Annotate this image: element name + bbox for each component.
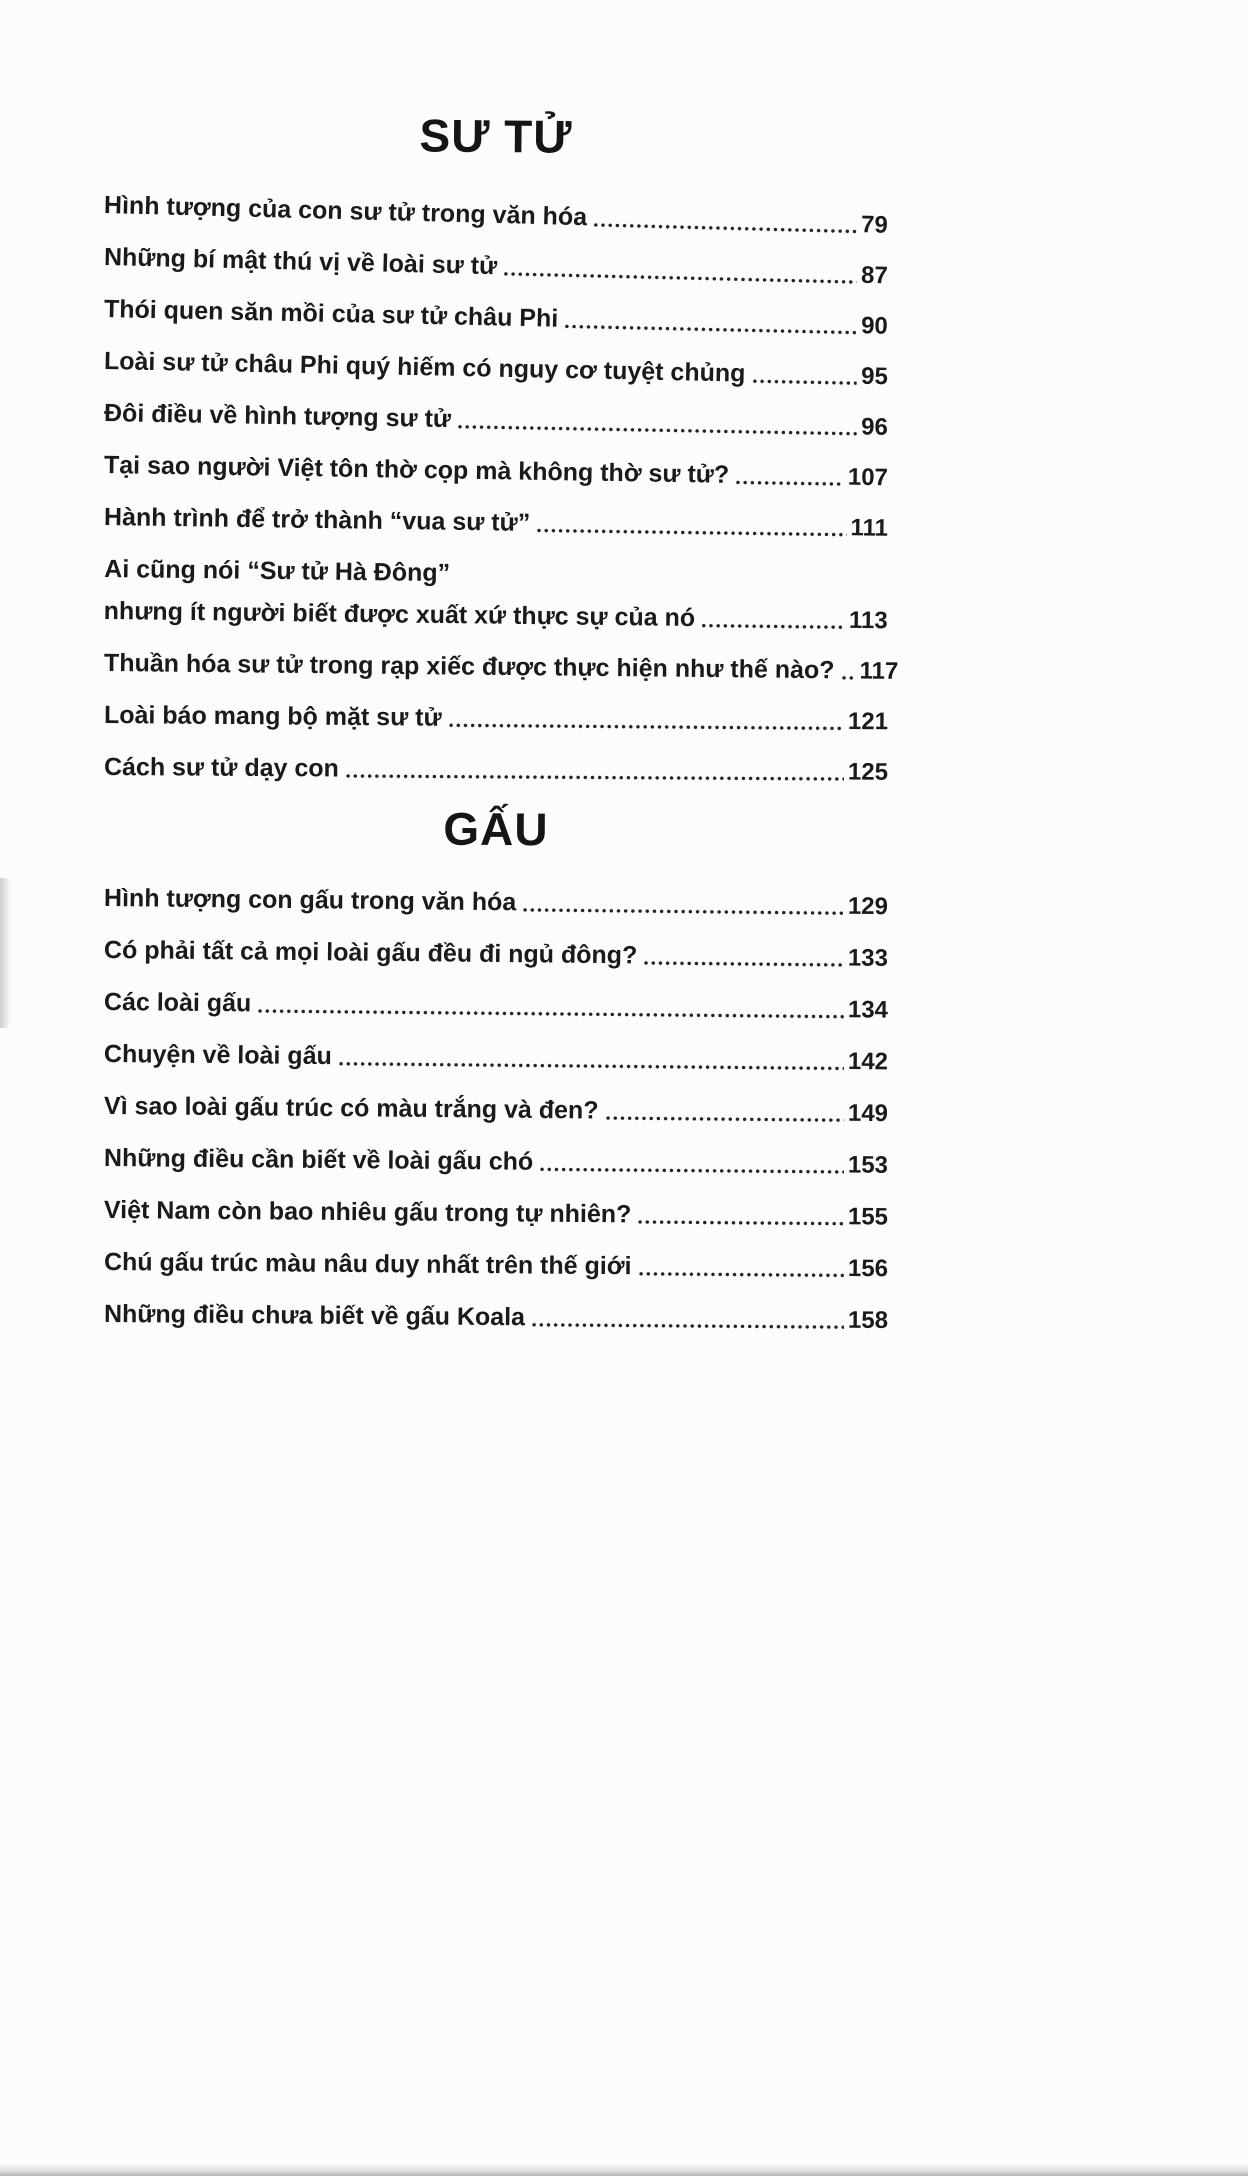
toc-entry [104,241,889,292]
entry-row [104,934,888,975]
entry-page-number: 125 [847,758,889,786]
dotted-leader [532,1322,844,1329]
entry-page-number: 129 [847,892,889,920]
entry-title: Các loài gấu [103,987,252,1018]
entry-page-number: 149 [847,1099,889,1127]
entry-title: Hình tượng con gấu trong văn hóa [103,883,517,917]
entry-title: Chuyện về loài gấu [103,1039,332,1070]
entry-title: nhưng ít người biết được xuất xứ thực sự của nó [103,596,696,632]
toc-entry [104,501,888,545]
toc-entry [104,699,888,738]
toc-section [103,109,899,786]
dotted-leader [258,1008,844,1019]
scan-shadow-bottom [0,2163,1248,2176]
entry-page-number: 96 [860,413,889,441]
entry-page-number: 134 [847,996,889,1024]
entry-title: Những bí mật thú vị về loài sư tử [103,242,498,281]
entry-page-number: 95 [860,362,889,391]
toc-section [103,802,889,1334]
toc-entry [104,553,889,637]
entry-page-number: 121 [847,707,889,736]
entry-title: Loài sư tử châu Phi quý hiếm có nguy cơ tuyệt chủng [103,346,746,388]
dotted-leader [644,960,844,967]
entry-row [104,1142,888,1182]
entry-row [104,1246,888,1285]
entry-row [104,751,888,789]
toc-entry [104,1090,888,1130]
toc-entry [104,397,888,444]
entry-row [104,345,888,393]
dotted-leader [736,480,844,487]
dotted-leader [702,623,845,630]
entry-page-number: 153 [847,1151,889,1179]
entry-row [104,882,888,923]
entry-title: Thói quen săn mồi của sư tử châu Phi [103,294,559,333]
toc-entry [104,986,888,1027]
toc-entry [104,751,888,789]
entry-title: Vì sao loài gấu trúc có màu trắng và đen? [103,1091,599,1125]
toc-entry [104,345,888,393]
entry-title: Thuần hóa sư tử trong rạp xiếc được thực hiện như thế nào? [103,648,835,685]
scan-shadow-left [0,878,11,1028]
entry-title: Tại sao người Việt tôn thờ cọp mà không thờ sư tử? [103,450,730,489]
entry-title: Có phải tất cả mọi loài gấu đều đi ngủ đông? [103,935,638,970]
entry-page-number: 87 [860,261,889,290]
entry-title: Đôi điều về hình tượng sư tử [103,398,452,434]
dotted-leader [537,528,846,537]
dotted-leader [458,424,857,436]
dotted-leader [841,675,855,680]
entry-title: Loài báo mang bộ mặt sư tử [103,700,442,732]
toc-entry [104,449,888,494]
entry-title: Việt Nam còn bao nhiêu gấu trong tự nhiên? [103,1195,632,1229]
entry-title: Những điều chưa biết về gấu Koala [103,1299,526,1332]
entry-row [104,699,888,738]
entry-page-number: 90 [860,312,889,340]
toc-entry [104,1298,888,1337]
entry-row [104,986,888,1027]
entry-row [104,501,888,545]
entry-page-number: 113 [848,606,888,635]
entry-title-line1: Ai cũng nói “Sư tử Hà Đông” [104,554,451,587]
entry-row [104,449,888,494]
section-heading: SƯ TỬ [419,109,573,163]
toc-entry [103,647,899,688]
toc-entry [104,293,889,343]
section-heading: GẤU [443,802,549,856]
entry-row [104,1090,888,1130]
entry-title: Chú gấu trúc màu nâu duy nhất trên thế giới [103,1247,632,1281]
entry-row [104,241,889,292]
toc-entry [104,1246,888,1285]
entry-page-number: 133 [847,944,889,972]
entry-row [104,397,888,444]
entry-page-number: 117 [859,657,899,685]
entry-page-number: 158 [847,1306,889,1334]
toc-entry [104,1038,888,1078]
entry-title: Cách sư tử dạy con [103,752,339,783]
entry-title: Những điều cần biết về loài gấu chó [103,1143,534,1176]
entry-page-number: 156 [847,1254,889,1283]
dotted-leader [565,324,857,335]
dotted-leader [638,1271,843,1278]
entry-row [103,647,899,688]
entry-page-number: 155 [847,1203,889,1231]
toc-entry [104,882,888,923]
dotted-leader [449,723,844,731]
toc-entry [104,934,888,975]
toc-entry [104,1142,888,1182]
entry-row [104,595,888,637]
toc-entry [104,189,889,242]
entry-row [104,1038,888,1078]
dotted-leader [523,907,844,915]
entry-row [104,293,889,343]
dotted-leader [540,1167,844,1175]
dotted-leader [752,379,857,386]
entry-page-number: 107 [847,463,889,492]
dotted-leader [638,1219,844,1226]
entry-row [104,189,889,242]
dotted-leader [605,1115,843,1122]
toc-entry [104,1194,888,1234]
dotted-leader [504,271,857,284]
entry-page-number: 142 [847,1047,889,1076]
entry-row [104,1298,888,1337]
dotted-leader [339,1061,844,1071]
table-of-contents [103,109,899,1350]
entry-page-number: 79 [860,211,889,239]
dotted-leader [594,222,857,234]
entry-page-number: 111 [850,514,889,542]
dotted-leader [346,773,844,781]
entry-title: Hình tượng của con sư tử trong văn hóa [103,190,588,232]
entry-title: Hành trình để trở thành “vua sư tử” [103,502,531,537]
entry-row [104,1194,888,1234]
